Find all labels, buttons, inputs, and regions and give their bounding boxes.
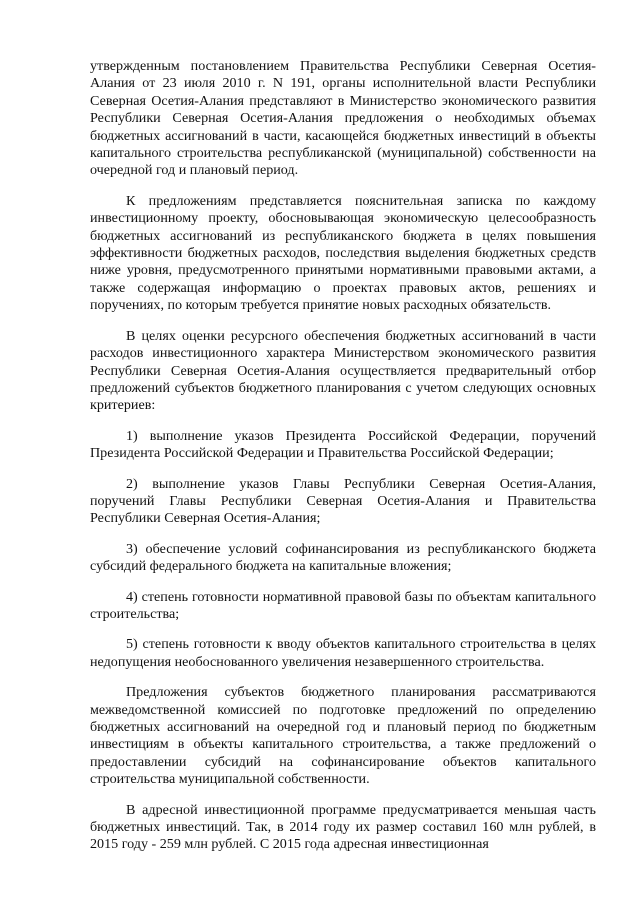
paragraph-2: К предложениям представляется пояснительная записка по каждому инвестиционному проекту, обосновывающая экономическую целесообразность бюджетных ассигнований из республиканского бюджета в целях повышения эффективности бюджетных расходов, последствия выделения бюджетных средств ниже уровня, предусмотренного принятыми нормативными правовыми актами, а также содержащая информацию о проектах правовых актов, решениях и поручениях, по которым требуется принятие новых расходных обязательств. (90, 192, 596, 314)
paragraph-5: В адресной инвестиционной программе предусматривается меньшая часть бюджетных инвестиций. Так, в 2014 году их размер составил 160 млн рублей, в 2015 году - 259 млн рублей. С 2015 года адресная инвестиционная (90, 801, 596, 853)
paragraph-3: В целях оценки ресурсного обеспечения бюджетных ассигнований в части расходов инвестиционного характера Министерством экономического развития Республики Северная Осетия-Алания осуществляется предварительный отбор предложений субъектов бюджетного планирования с учетом следующих основных критериев: (90, 327, 596, 414)
list-item-3: 3) обеспечение условий софинансирования из республиканского бюджета субсидий федерального бюджета на капитальные вложения; (90, 540, 596, 575)
list-item-5: 5) степень готовности к вводу объектов капитального строительства в целях недопущения необоснованного увеличения незавершенного строительства. (90, 636, 596, 670)
paragraph-4: Предложения субъектов бюджетного планирования рассматриваются межведомственной комиссией по подготовке предложений по определению бюджетных ассигнований на очередной год и плановый период по бюджетным инвестициям в объекты капитального строительства, а также предложений о предоставлении субсидий на софинансирование объектов капитального строительства муниципальной собственности. (90, 684, 596, 788)
list-item-2: 2) выполнение указов Главы Республики Северная Осетия-Алания, поручений Главы Республики Северная Осетия-Алания и Правительства Республики Северная Осетия-Алания; (90, 475, 596, 527)
list-item-1: 1) выполнение указов Президента Российской Федерации, поручений Президента Российской Федерации и Правительства Российской Федерации; (90, 427, 596, 462)
paragraph-1: утвержденным постановлением Правительства Республики Северная Осетия-Алания от 23 июля 2010 г. N 191, органы исполнительной власти Республики Северная Осетия-Алания представляют в Министерство экономического развития Республики Северная Осетия-Алания предложения о необходимых объемах бюджетных ассигнований в части, касающейся бюджетных инвестиций в объекты капитального строительства республиканской (муниципальной) собственности на очередной год и плановый период. (90, 58, 596, 179)
list-item-4: 4) степень готовности нормативной правовой базы по объектам капитального строительства; (90, 588, 596, 622)
